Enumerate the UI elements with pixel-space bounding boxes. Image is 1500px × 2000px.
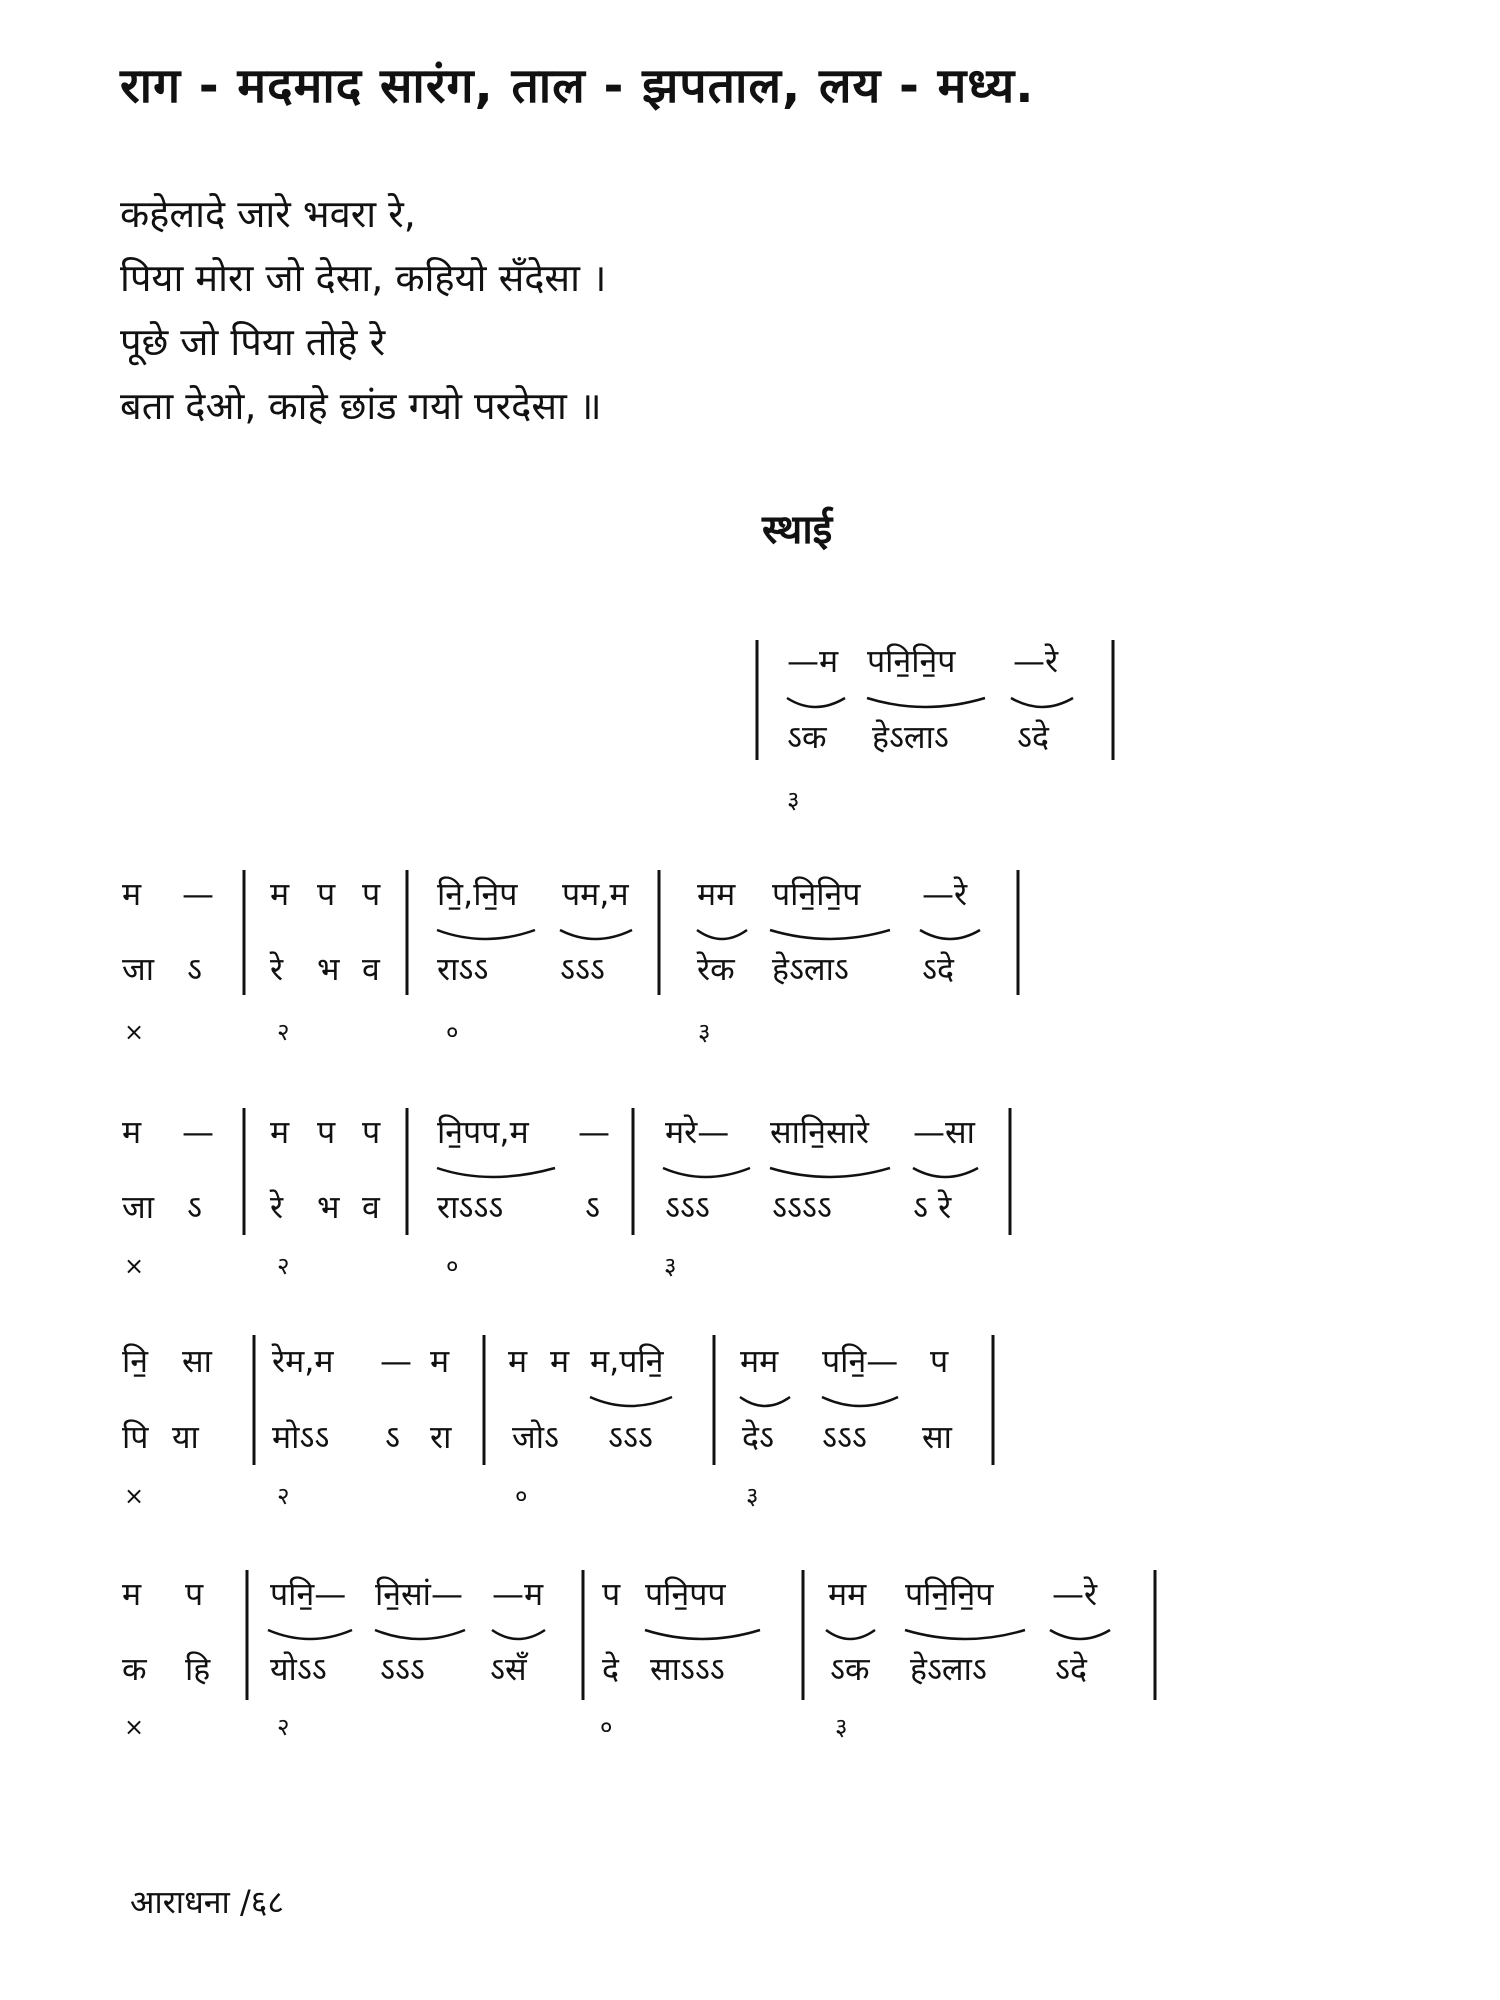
bol-syllable: व [362,950,380,988]
notation-row [122,870,1018,1046]
bol-syllable: हेऽलाऽ [872,718,949,756]
slur-mark [905,1630,1025,1639]
swar-note: प [362,1113,381,1151]
tali-mark: × [124,1252,145,1280]
slur-mark [1011,698,1073,707]
bol-syllable: ऽक [787,718,827,756]
tali-mark: २ [277,1482,290,1510]
swar-note: म [550,1342,570,1380]
swar-note: मम [740,1342,779,1380]
swar-note: पनि॒पप [645,1575,726,1613]
bol-syllable: जोऽ [512,1418,559,1456]
notation-row [122,1108,1010,1280]
bol-syllable: या [172,1418,199,1456]
bol-syllable: दे [602,1650,619,1688]
notation-row [122,1335,993,1510]
tali-mark: ० [446,1252,459,1280]
slur-mark [375,1630,465,1639]
slur-mark [826,1630,875,1639]
swar-note: प [185,1575,204,1613]
bol-syllable: ऽऽऽ [608,1418,653,1456]
swar-note: सानि॒सारे [770,1113,869,1151]
swar-note: म,पनि॒ [590,1342,664,1380]
swar-note: —रे [1052,1575,1098,1613]
swar-note: म [122,1113,142,1151]
swar-note: पनि॒— [270,1575,347,1613]
slur-mark [770,1168,890,1177]
swar-note: — [380,1342,412,1380]
swar-note: पनि॒नि॒प [772,875,861,913]
bol-syllable: भ [317,950,340,988]
swar-note: म [270,875,290,913]
bol-syllable: हि [185,1650,211,1688]
swar-note: म [430,1342,450,1380]
slur-mark [645,1630,760,1639]
slur-mark [663,1168,750,1177]
bol-syllable: ऽ [585,1188,600,1226]
bol-syllable: राऽऽ [437,950,489,988]
tali-mark: २ [277,1252,290,1280]
slur-mark [697,930,747,939]
bol-syllable: मोऽऽ [272,1418,330,1456]
swar-note: नि॒सां— [375,1575,463,1613]
swar-note: —म [492,1575,544,1613]
bol-syllable: ऽ [385,1418,400,1456]
slur-mark [920,930,980,939]
slur-mark [740,1397,790,1406]
slur-mark [1050,1630,1110,1639]
raga-title: राग - मदमाद सारंग, ताल - झपताल, लय - मध्य. [120,58,1035,114]
swar-note: रेम,म [272,1342,334,1380]
tali-mark: ० [446,1018,459,1046]
tali-mark: ३ [664,1252,677,1280]
swar-note: पनि॒— [822,1342,899,1380]
swar-note: सा [182,1342,212,1380]
bol-syllable: देऽ [742,1418,774,1456]
notation-intro [757,640,1113,814]
slur-mark [822,1397,898,1406]
tali-mark: ० [515,1482,528,1510]
bol-syllable: राऽऽऽ [437,1188,504,1226]
bol-syllable: रा [430,1418,452,1456]
swar-note: प [930,1342,949,1380]
swar-note: म [122,875,142,913]
tali-mark: ० [600,1713,613,1741]
slur-mark [867,698,985,707]
swar-note: मरे— [665,1113,730,1151]
tali-mark: २ [277,1713,290,1741]
bol-syllable: रेक [697,950,735,988]
swar-note: पनि॒नि॒प [867,642,956,680]
swar-note: नि॒,नि॒प [437,875,518,913]
swar-note: —रे [1013,642,1059,680]
swar-note: म [508,1342,528,1380]
swar-note: नि॒ [122,1342,149,1380]
slur-mark [437,930,535,939]
bol-syllable: ऽऽऽ [822,1418,867,1456]
bol-syllable: ऽदे [922,950,954,988]
bol-syllable: रे [270,1188,284,1226]
swar-note: म [122,1575,142,1613]
swar-note: पनि॒नि॒प [905,1575,994,1613]
bol-syllable: हेऽलाऽ [910,1650,987,1688]
bol-syllable: ऽऽऽऽ [772,1188,832,1226]
bol-syllable: साऽऽऽ [650,1650,725,1688]
bol-syllable: जा [122,1188,155,1226]
bol-syllable: ऽक [830,1650,870,1688]
tali-mark: × [124,1482,145,1510]
swar-note: मम [828,1575,867,1613]
swar-note: मम [697,875,736,913]
tali-mark: ३ [698,1018,711,1046]
slur-mark [913,1168,978,1177]
bol-syllable: ऽदे [1055,1650,1087,1688]
bol-syllable: ऽसँ [490,1650,527,1688]
swar-note: प [317,1113,336,1151]
slur-mark [590,1397,672,1406]
swar-note: — [182,875,214,913]
slur-mark [492,1630,545,1639]
bol-syllable: ऽऽऽ [665,1188,710,1226]
bol-syllable: ऽदे [1017,718,1049,756]
tali-mark: ३ [835,1713,848,1741]
bol-syllable: रे [270,950,284,988]
swar-note: पम,म [562,875,629,913]
bol-syllable: योऽऽ [270,1650,327,1688]
swar-note: प [362,875,381,913]
bol-syllable: ऽ [187,1188,202,1226]
swar-note: प [317,875,336,913]
slur-mark [560,930,632,939]
slur-mark [437,1168,555,1177]
lyric-line: बता देओ, काहे छांड गयो परदेसा ॥ [120,384,602,428]
tali-mark: ३ [746,1482,759,1510]
swar-note: —सा [913,1113,975,1151]
lyric-line: पिया मोरा जो देसा, कहियो सँदेसा । [120,256,607,300]
bol-syllable: ऽऽऽ [560,950,605,988]
bol-syllable: सा [922,1418,952,1456]
slur-mark [770,930,890,939]
tali-mark: २ [277,1018,290,1046]
swar-note: म [270,1113,290,1151]
sthayi-heading: स्थाई [762,507,833,553]
tali-mark: × [124,1018,145,1046]
bol-syllable: ऽ [187,950,202,988]
bol-syllable: व [362,1188,380,1226]
lyric-line: कहेलादे जारे भवरा रे, [120,192,416,236]
swar-note: नि॒पप,म [437,1113,529,1151]
swar-note: — [578,1113,610,1151]
tali-mark: ३ [787,786,800,814]
notation-row [122,1570,1155,1741]
bol-syllable: जा [122,950,155,988]
swar-note: —म [787,642,839,680]
bol-syllable: भ [317,1188,340,1226]
slur-mark [787,698,845,707]
bol-syllable: ऽऽऽ [380,1650,425,1688]
swar-note: प [602,1575,621,1613]
lyric-line: पूछे जो पिया तोहे रे [120,320,386,364]
swar-note: — [182,1113,214,1151]
page-footer: आराधना /६८ [130,1883,285,1921]
swar-note: —रे [922,875,968,913]
bol-syllable: हेऽलाऽ [772,950,849,988]
tali-mark: × [124,1713,145,1741]
bol-syllable: ऽ रे [913,1188,952,1226]
bol-syllable: क [122,1650,147,1688]
slur-mark [268,1630,352,1639]
bol-syllable: पि [122,1418,149,1456]
